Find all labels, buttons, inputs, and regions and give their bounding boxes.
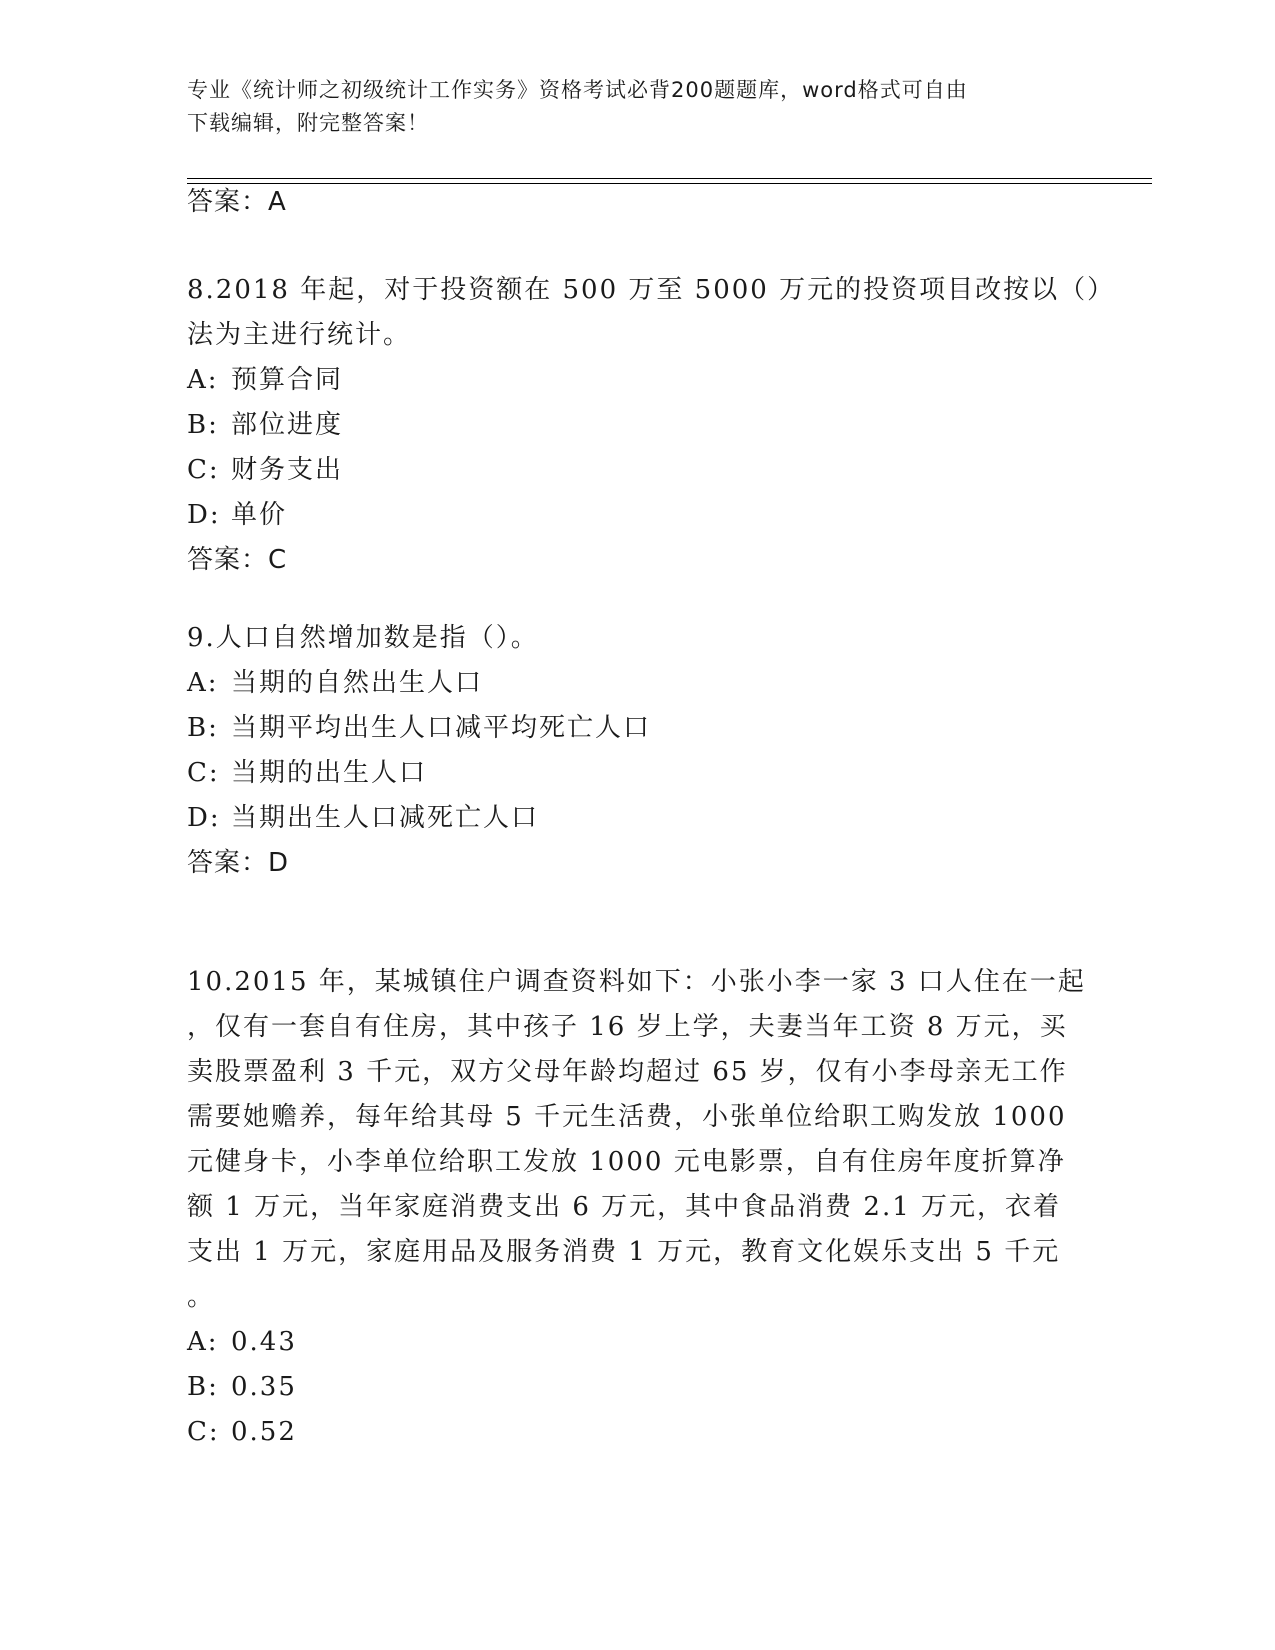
option-text: 部位进度 <box>231 410 344 440</box>
option-key: C: <box>187 1417 220 1447</box>
option-key: B: <box>187 410 219 440</box>
question-10 <box>187 960 1087 1455</box>
option-key: A: <box>187 1327 219 1357</box>
question-10-line-4: 需要她赡养，每年给其母 5 千元生活费，小张单位给职工购发放 1000 <box>187 1102 1067 1132</box>
option-text: 0.35 <box>231 1372 297 1402</box>
question-10-option-b <box>187 1365 1087 1410</box>
document-header <box>187 74 1087 140</box>
header-line-1: 专业《统计师之初级统计工作实务》资格考试必背200题题库，word格式可自由 <box>187 78 968 102</box>
question-10-line-5: 元健身卡，小李单位给职工发放 1000 元电影票，自有住房年度折算净 <box>187 1147 1066 1177</box>
question-10-line-8: 。 <box>187 1282 216 1312</box>
option-key: D: <box>187 803 221 833</box>
answer-block-q7 <box>187 180 1087 225</box>
option-text: 当期的自然出生人口 <box>231 668 484 698</box>
option-key: A: <box>187 365 219 395</box>
question-10-line-2: ，仅有一套自有住房，其中孩子 16 岁上学，夫妻当年工资 8 万元，买 <box>187 1012 1068 1042</box>
option-text: 当期平均出生人口减平均死亡人口 <box>231 713 652 743</box>
question-9-option-c <box>187 751 1087 796</box>
option-key: B: <box>187 1372 219 1402</box>
header-line-2: 下载编辑，附完整答案！ <box>187 111 429 135</box>
option-text: 0.52 <box>231 1417 297 1447</box>
question-9-option-d <box>187 796 1087 841</box>
option-text: 当期出生人口减死亡人口 <box>231 803 540 833</box>
option-key: C: <box>187 758 220 788</box>
header-rule-top <box>187 178 1152 179</box>
option-text: 当期的出生人口 <box>231 758 428 788</box>
question-10-line-7: 支出 1 万元，家庭用品及服务消费 1 万元，教育文化娱乐支出 5 千元 <box>187 1237 1061 1267</box>
question-10-option-c <box>187 1410 1087 1455</box>
option-key: B: <box>187 713 219 743</box>
question-10-line-3: 卖股票盈利 3 千元，双方父母年龄均超过 65 岁，仅有小李母亲无工作 <box>187 1057 1068 1087</box>
option-key: D: <box>187 500 221 530</box>
question-10-line-1: 10.2015 年，某城镇住户调查资料如下：小张小李一家 3 口人住在一起 <box>187 967 1086 997</box>
answer-q8: 答案：C <box>187 545 288 575</box>
question-9-option-b <box>187 706 1087 751</box>
question-8-line-1: 8.2018 年起，对于投资额在 500 万至 5000 万元的投资项目改按以（） <box>187 275 1116 305</box>
question-10-line-6: 额 1 万元，当年家庭消费支出 6 万元，其中食品消费 2.1 万元，衣着 <box>187 1192 1062 1222</box>
question-8-option-b <box>187 403 1087 448</box>
question-8-option-c <box>187 448 1087 493</box>
question-9-option-a <box>187 661 1087 706</box>
option-text: 0.43 <box>231 1327 297 1357</box>
question-9-line-1: 9.人口自然增加数是指（）。 <box>187 623 539 653</box>
answer-q9: 答案：D <box>187 848 290 878</box>
option-text: 预算合同 <box>231 365 344 395</box>
question-9 <box>187 616 1087 886</box>
question-8 <box>187 268 1116 583</box>
question-10-option-a <box>187 1320 1087 1365</box>
option-key: A: <box>187 668 219 698</box>
question-8-option-a <box>187 358 1087 403</box>
option-text: 单价 <box>231 500 288 530</box>
answer-q7: 答案：A <box>187 187 287 217</box>
question-8-option-d <box>187 493 1087 538</box>
option-text: 财务支出 <box>231 455 344 485</box>
question-8-line-2: 法为主进行统计。 <box>187 320 412 350</box>
option-key: C: <box>187 455 220 485</box>
